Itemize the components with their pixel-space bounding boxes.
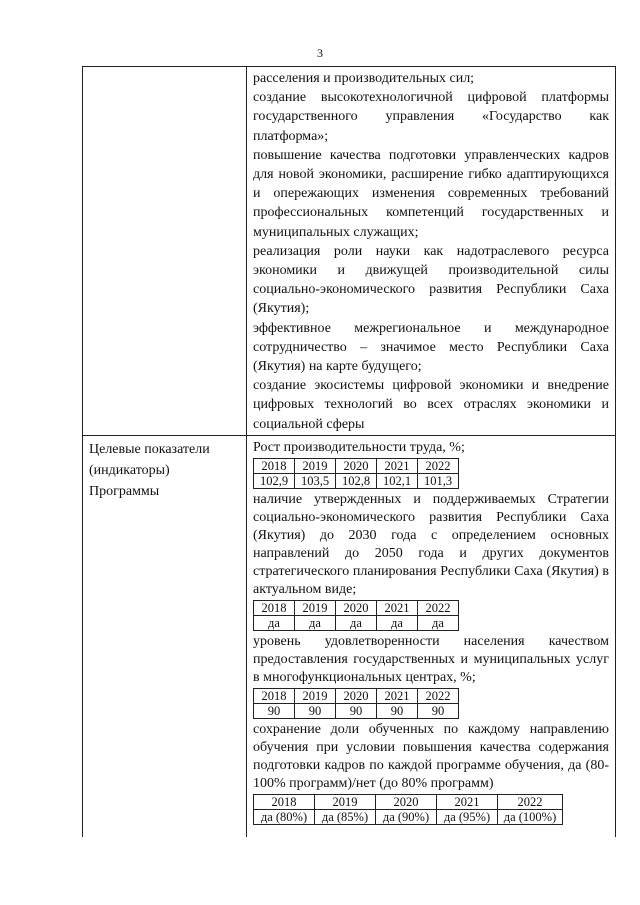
goal-paragraph: повышение качества подготовки управленческих кадров для новой экономики, расширение гибко адаптирующихся и опережающих изменения современных требований профессиональных компетенций государственных и муниципальных служащих; [253, 147, 609, 240]
year-row [254, 601, 459, 616]
year-cell: 2021 [377, 459, 418, 474]
value-row [254, 704, 459, 719]
indicator-text: Рост производительности труда, %; [253, 440, 465, 455]
year-cell: 2019 [295, 689, 336, 704]
value-cell: 101,3 [418, 474, 459, 489]
year-cell: 2022 [418, 601, 459, 616]
indicator-text: наличие утвержденных и поддерживаемых Стратегии социально-экономического развития Республики Саха (Якутия) до 2030 года с определением основных направлений до 2050 года и других документов стратегического планирования Республики Саха (Якутия) в актуальном виде; [253, 492, 609, 597]
value-cell: 102,1 [377, 474, 418, 489]
year-cell: 2019 [295, 601, 336, 616]
year-cell: 2020 [376, 795, 437, 810]
value-cell: да (100%) [498, 810, 563, 825]
year-cell: 2019 [295, 459, 336, 474]
value-cell: 90 [418, 704, 459, 719]
row-divider [83, 435, 615, 436]
value-cell: 90 [254, 704, 295, 719]
year-cell: 2020 [336, 689, 377, 704]
value-cell: 102,8 [336, 474, 377, 489]
value-cell: да (95%) [437, 810, 498, 825]
year-row [254, 795, 563, 810]
year-cell: 2018 [254, 459, 295, 474]
year-cell: 2022 [418, 459, 459, 474]
value-cell: да [418, 616, 459, 631]
value-cell: да (80%) [254, 810, 315, 825]
goal-paragraph: эффективное межрегиональное и международное сотрудничество – значимое место Республики Саха (Якутия) на карте будущего; [253, 320, 609, 375]
indicator-text: сохранение доли обученных по каждому направлению обучения при условии повышения качества содержания подготовки кадров по каждой программе обучения, да (80-100% программ)/нет (до 80% программ) [253, 722, 609, 791]
year-cell: 2021 [377, 601, 418, 616]
indicators-label: Целевые показатели (индикаторы) Программы [89, 442, 210, 499]
goal-paragraph: создание высокотехнологичной цифровой платформы государственного управления «Государство как платформа»; [253, 90, 609, 144]
year-cell: 2020 [336, 601, 377, 616]
year-cell: 2022 [418, 689, 459, 704]
document-table [82, 66, 616, 837]
value-cell: да [295, 616, 336, 631]
value-cell: да (85%) [315, 810, 376, 825]
year-cell: 2021 [437, 795, 498, 810]
value-row [254, 474, 459, 489]
year-row [254, 689, 459, 704]
value-cell: 90 [336, 704, 377, 719]
year-row [254, 459, 459, 474]
goal-paragraph: расселения и производительных сил; [253, 71, 475, 86]
year-cell: 2018 [254, 601, 295, 616]
value-row [254, 616, 459, 631]
value-cell: да [377, 616, 418, 631]
value-cell: да (90%) [376, 810, 437, 825]
value-cell: да [254, 616, 295, 631]
indicator-block [253, 439, 609, 827]
goal-paragraph: создание экосистемы цифровой экономики и внедрение цифровых технологий во всех отраслях экономики и социальной сферы [253, 378, 609, 432]
column-divider [246, 67, 247, 837]
value-cell: 102,9 [254, 474, 295, 489]
year-cell: 2022 [498, 795, 563, 810]
year-cell: 2020 [336, 459, 377, 474]
indicator-table [253, 688, 459, 719]
year-cell: 2019 [315, 795, 376, 810]
indicator-text: уровень удовлетворенности населения качеством предоставления государственных и муниципальных услуг в многофункциональных центрах, %; [253, 634, 609, 685]
goal-paragraph: реализация роли науки как надотраслевого ресурса экономики и движущей производительной силы социально-экономического развития Республики Саха (Якутия); [253, 243, 609, 317]
value-cell: 90 [295, 704, 336, 719]
goals-cell [253, 69, 609, 434]
year-cell: 2021 [377, 689, 418, 704]
year-cell: 2018 [254, 795, 315, 810]
value-cell: да [336, 616, 377, 631]
value-cell: 103,5 [295, 474, 336, 489]
indicator-table [253, 794, 563, 825]
page-number: 3 [317, 46, 323, 60]
indicator-table [253, 600, 459, 631]
indicator-table [253, 458, 459, 489]
year-cell: 2018 [254, 689, 295, 704]
value-cell: 90 [377, 704, 418, 719]
value-row [254, 810, 563, 825]
